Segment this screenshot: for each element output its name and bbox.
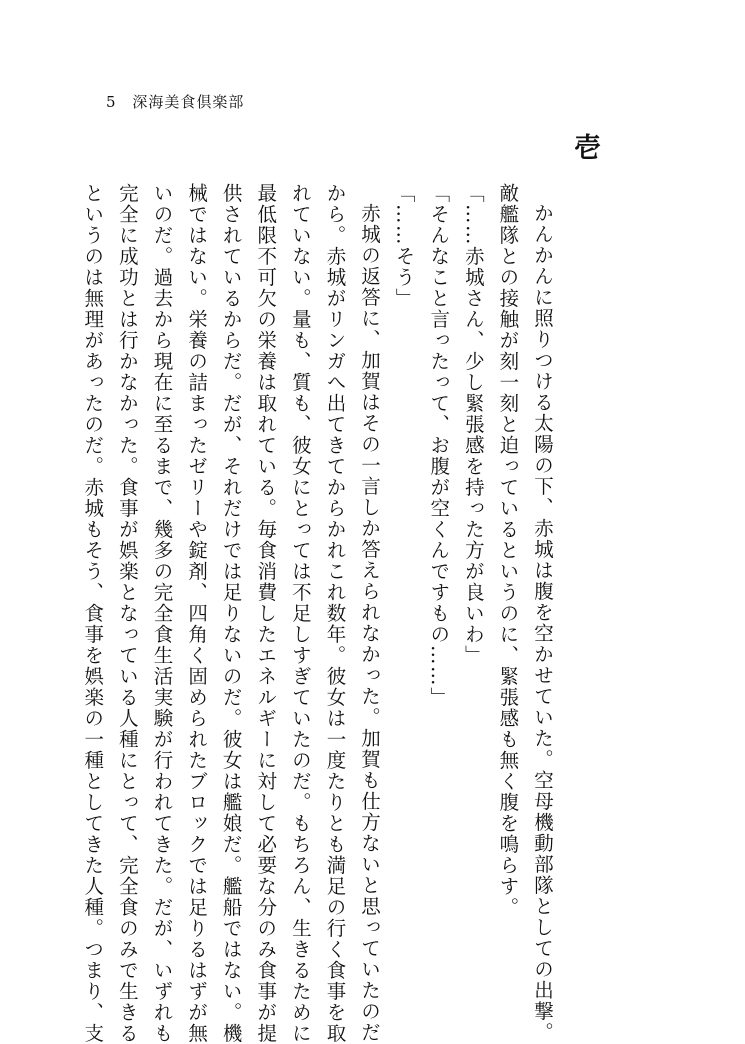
text-line: 完全に成功とは行かなかった。食事が娯楽となっている人種にとって、完全食のみで生きる	[115, 183, 139, 1044]
book-title: 深海美食倶楽部	[132, 93, 245, 111]
page-number: 5	[106, 93, 117, 111]
text-line: から。赤城がリンガへ出てきてからかれこれ数年。彼女は一度たりとも満足の行く食事を取	[323, 183, 347, 1044]
running-header	[106, 91, 244, 112]
text-line: かんかんに照りつける太陽の下、赤城は腹を空かせていた。空母機動部隊としての出撃。	[531, 203, 554, 1043]
dialogue-line: 「そんなこと言ったって、お腹が空くんですもの……」	[427, 183, 451, 708]
text-line: というのは無理があったのだ。赤城もそう、食事を娯楽の一種としてきた人種。つまり、支	[81, 183, 105, 1044]
text-line: 赤城の返答に、加賀はその一言しか答えられなかった。加賀も仕方ないと思っていたのだ	[358, 203, 382, 1043]
dialogue-line: 「……そう」	[392, 183, 416, 309]
text-line: いのだ。過去から現在に至るまで、幾多の完全食生活実験が行われてきた。だが、いずれも	[150, 183, 174, 1044]
text-line: 械ではない。栄養の詰まったゼリーや錠剤、四角く固められたブロックでは足りるはずが無	[185, 183, 209, 1044]
chapter-heading: 壱	[569, 133, 600, 160]
vertical-body-text	[75, 183, 559, 1044]
text-line: 最低限不可欠の栄養は取れている。毎食消費したエネルギーに対して必要な分のみ食事が提	[254, 183, 278, 1044]
text-line: 供されているからだ。だが、それだけでは足りないのだ。彼女は艦娘だ。艦船ではない。機	[219, 183, 243, 1044]
dialogue-line: 「……赤城さん、少し緊張感を持った方が良いわ」	[461, 183, 485, 666]
text-line: 敵艦隊との接触が刻一刻と迫っているというのに、緊張感も無く腹を鳴らす。	[496, 183, 520, 918]
text-line: れていない。量も、質も、彼女にとっては不足しすぎていたのだ。もちろん、生きるために	[288, 183, 312, 1044]
